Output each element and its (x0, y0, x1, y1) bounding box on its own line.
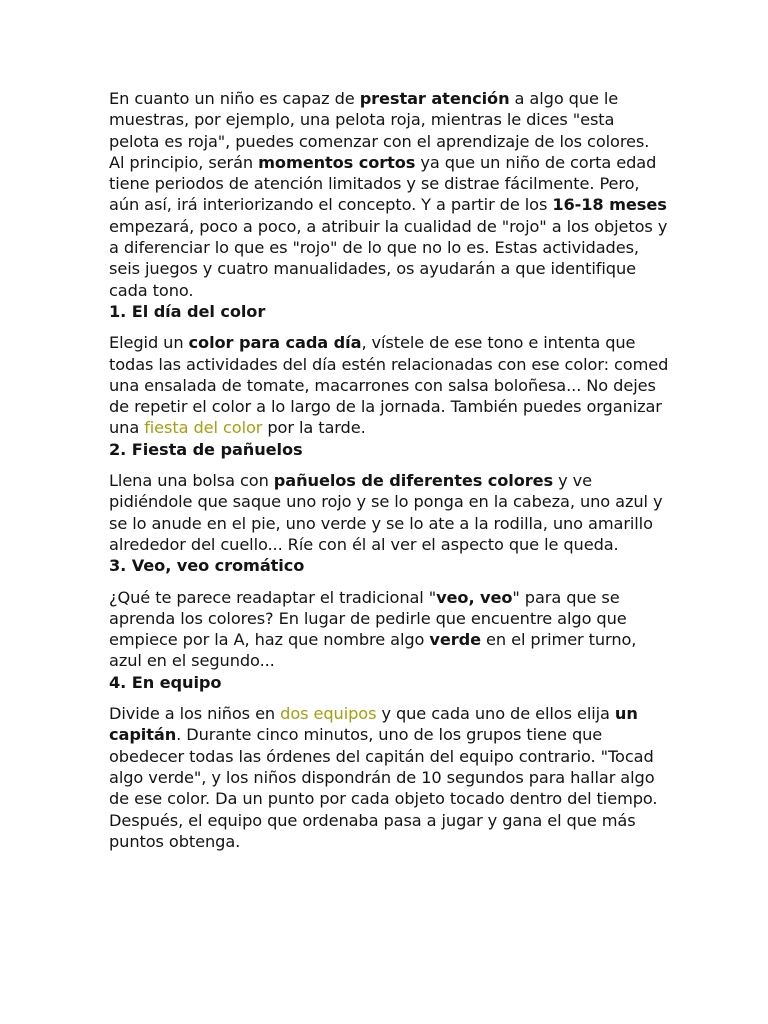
s4-bold-1: un capitán (109, 704, 638, 745)
section-heading-2: 2. Fiesta de pañuelos (109, 439, 303, 459)
intro-paragraph (109, 88, 669, 301)
section-paragraph-2 (109, 470, 669, 555)
s2-text-1: Llena una bolsa con (109, 471, 274, 491)
s4-text-3: . Durante cinco minutos, uno de los grupos tiene que obedecer todas las órdenes del capitán del equipo contrario. "Tocad algo verde", y los niños dispondrán de 10 segundos para hallar algo de ese color. Da un punto por cada objeto tocado dentro del tiempo. Después, el equipo que ordenaba pasa a jugar y gana el que más puntos obtenga. (109, 725, 658, 851)
s4-text-2: y que cada uno de ellos elija (376, 704, 615, 724)
s1-bold-1: color para cada día (188, 333, 362, 353)
section-heading-3: 3. Veo, veo cromático (109, 556, 305, 576)
s1-text-1: Elegid un (109, 333, 189, 353)
s4-text-1: Divide a los niños en (109, 704, 281, 724)
section-heading-1: 1. El día del color (109, 301, 266, 321)
intro-bold-2: momentos cortos (258, 152, 416, 172)
s3-text-2: " para que se aprenda los colores? En lugar de pedirle que encuentre algo que empiece por la A, haz que nombre algo (109, 587, 627, 650)
section-paragraph-3 (109, 587, 669, 672)
dos-equipos-link[interactable]: dos equipos (280, 704, 377, 724)
s2-text-2: y ve pidiéndole que saque uno rojo y se lo ponga en la cabeza, uno azul y se lo anude en el pie, uno verde y se lo ate a la rodilla, uno amarillo alrededor del cuello... Ríe con él al ver el aspecto que le queda. (109, 471, 663, 554)
s3-bold-1: veo, veo (436, 587, 513, 607)
s3-text-3: en el primer turno, azul en el segundo... (109, 630, 637, 671)
s1-text-2: , vístele de ese tono e intenta que todas las actividades del día estén relacionadas con ese color: comed una ensalada de tomate, macarrones con salsa boloñesa... No dejes de repetir el color a lo largo de la jornada. También puedes organizar una (109, 333, 669, 438)
s3-text-1: ¿Qué te parece readaptar el tradicional " (109, 587, 437, 607)
intro-text-1: En cuanto un niño es capaz de (109, 89, 360, 108)
section-paragraph-4 (109, 703, 669, 852)
s2-bold-1: pañuelos de diferentes colores (273, 471, 554, 491)
article-body (109, 88, 669, 852)
section-heading-4: 4. En equipo (109, 672, 222, 692)
intro-text-3: ya que un niño de corta edad tiene periodos de atención limitados y se distrae fácilmente. Pero, aún así, irá interiorizando el concepto. Y a partir de los (109, 152, 657, 215)
s3-bold-2: verde (429, 630, 481, 650)
intro-text-4: empezará, poco a poco, a atribuir la cualidad de "rojo" a los objetos y a diferenciar lo que es "rojo" de lo que no lo es. Estas actividades, seis juegos y cuatro manualidades, os ayudarán a que identifique cada tono. (109, 216, 668, 300)
fiesta-del-color-link[interactable]: fiesta del color (144, 418, 263, 438)
intro-bold-1: prestar atención (359, 89, 510, 108)
intro-text-2: a algo que le muestras, por ejemplo, una pelota roja, mientras le dices "esta pelota es roja", puedes comenzar con el aprendizaje de los colores. Al principio, serán (109, 89, 650, 172)
section-paragraph-1 (109, 332, 669, 438)
s1-text-3: por la tarde. (262, 418, 366, 438)
intro-bold-3: 16-18 meses (552, 195, 667, 215)
